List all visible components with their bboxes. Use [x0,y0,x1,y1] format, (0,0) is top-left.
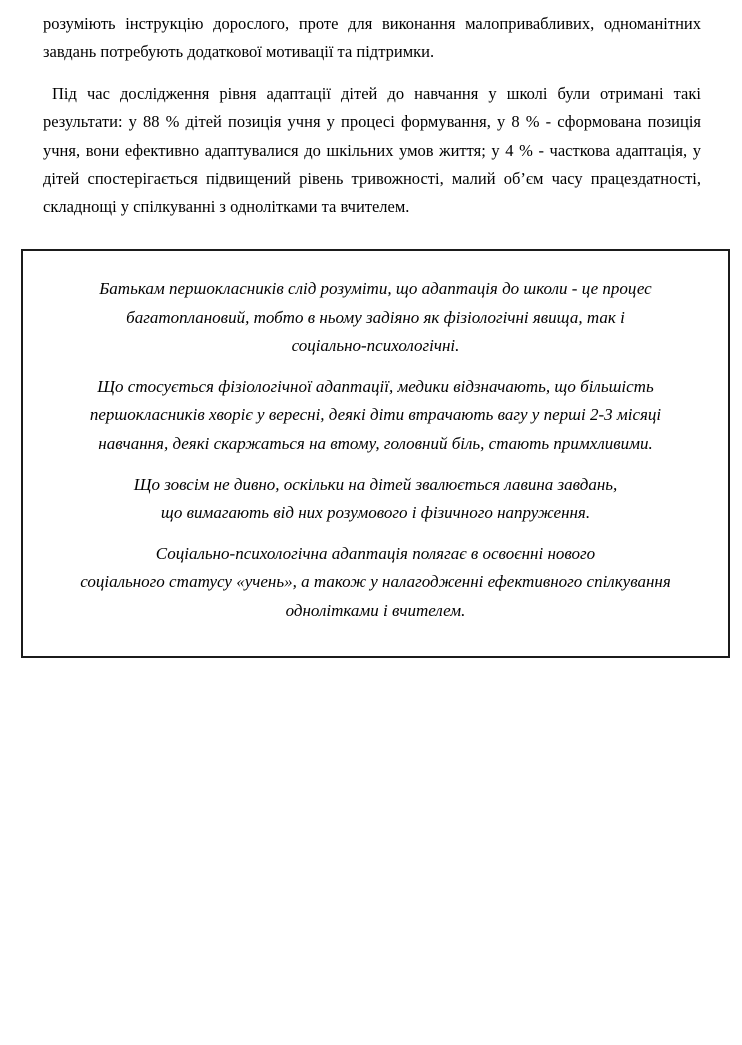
quote-paragraph [25,540,726,626]
quote-line: соціально-психологічні. [291,336,460,356]
paragraph-continuation: розуміють інструкцію дорослого, проте для виконання малопривабливих, одноманітних завдань потребують додаткової мотивації та підтримки. [43,14,701,62]
body-text [43,10,701,222]
quote-line: першокласників хворіє у вересні, деякі діти втрачають вагу у перші 2-3 місяці [89,405,662,425]
quote-line: що вимагають від них розумового і фізичного напруження. [160,503,591,523]
quote-line: соціального статусу «учень», а також у налагодженні ефективного спілкування [80,572,671,592]
quote-box [21,249,730,658]
quote-paragraph [25,373,726,459]
quote-line: навчання, деякі скаржаться на втому, головний біль, стають примхливими. [98,433,653,453]
quote-line: Батькам першокласників слід розуміти, що адаптація до школи - це процес [99,279,652,298]
quote-line: однолітками і вчителем. [285,600,466,620]
quote-line: багатоплановий, тобто в ньому задіяно як фізіологічні явища, так і [126,307,625,327]
paragraph-research-results: Під час дослідження рівня адаптації дітей до навчання у школі були отримані такі результати: у 88 % дітей позиція учня у процесі формування, у 8 % - сформована позиція учня, вони ефективно адаптувалися до шкільних умов життя; у 4 % - часткова адаптація, у дітей спостерігається підвищений рівень тривожності, малий об’єм часу працездатності, складнощі у спілкуванні з однолітками та вчителем. [43,83,701,217]
quote-paragraph [25,471,726,528]
quote-paragraph [25,275,726,361]
quote-line: Що стосується фізіологічної адаптації, медики відзначають, що більшість [97,376,654,396]
quote-line: Що зовсім не дивно, оскільки на дітей звалюється лавина завдань, [133,474,618,494]
quote-line: Соціально-психологічна адаптація полягає в освоєнні нового [155,543,596,563]
